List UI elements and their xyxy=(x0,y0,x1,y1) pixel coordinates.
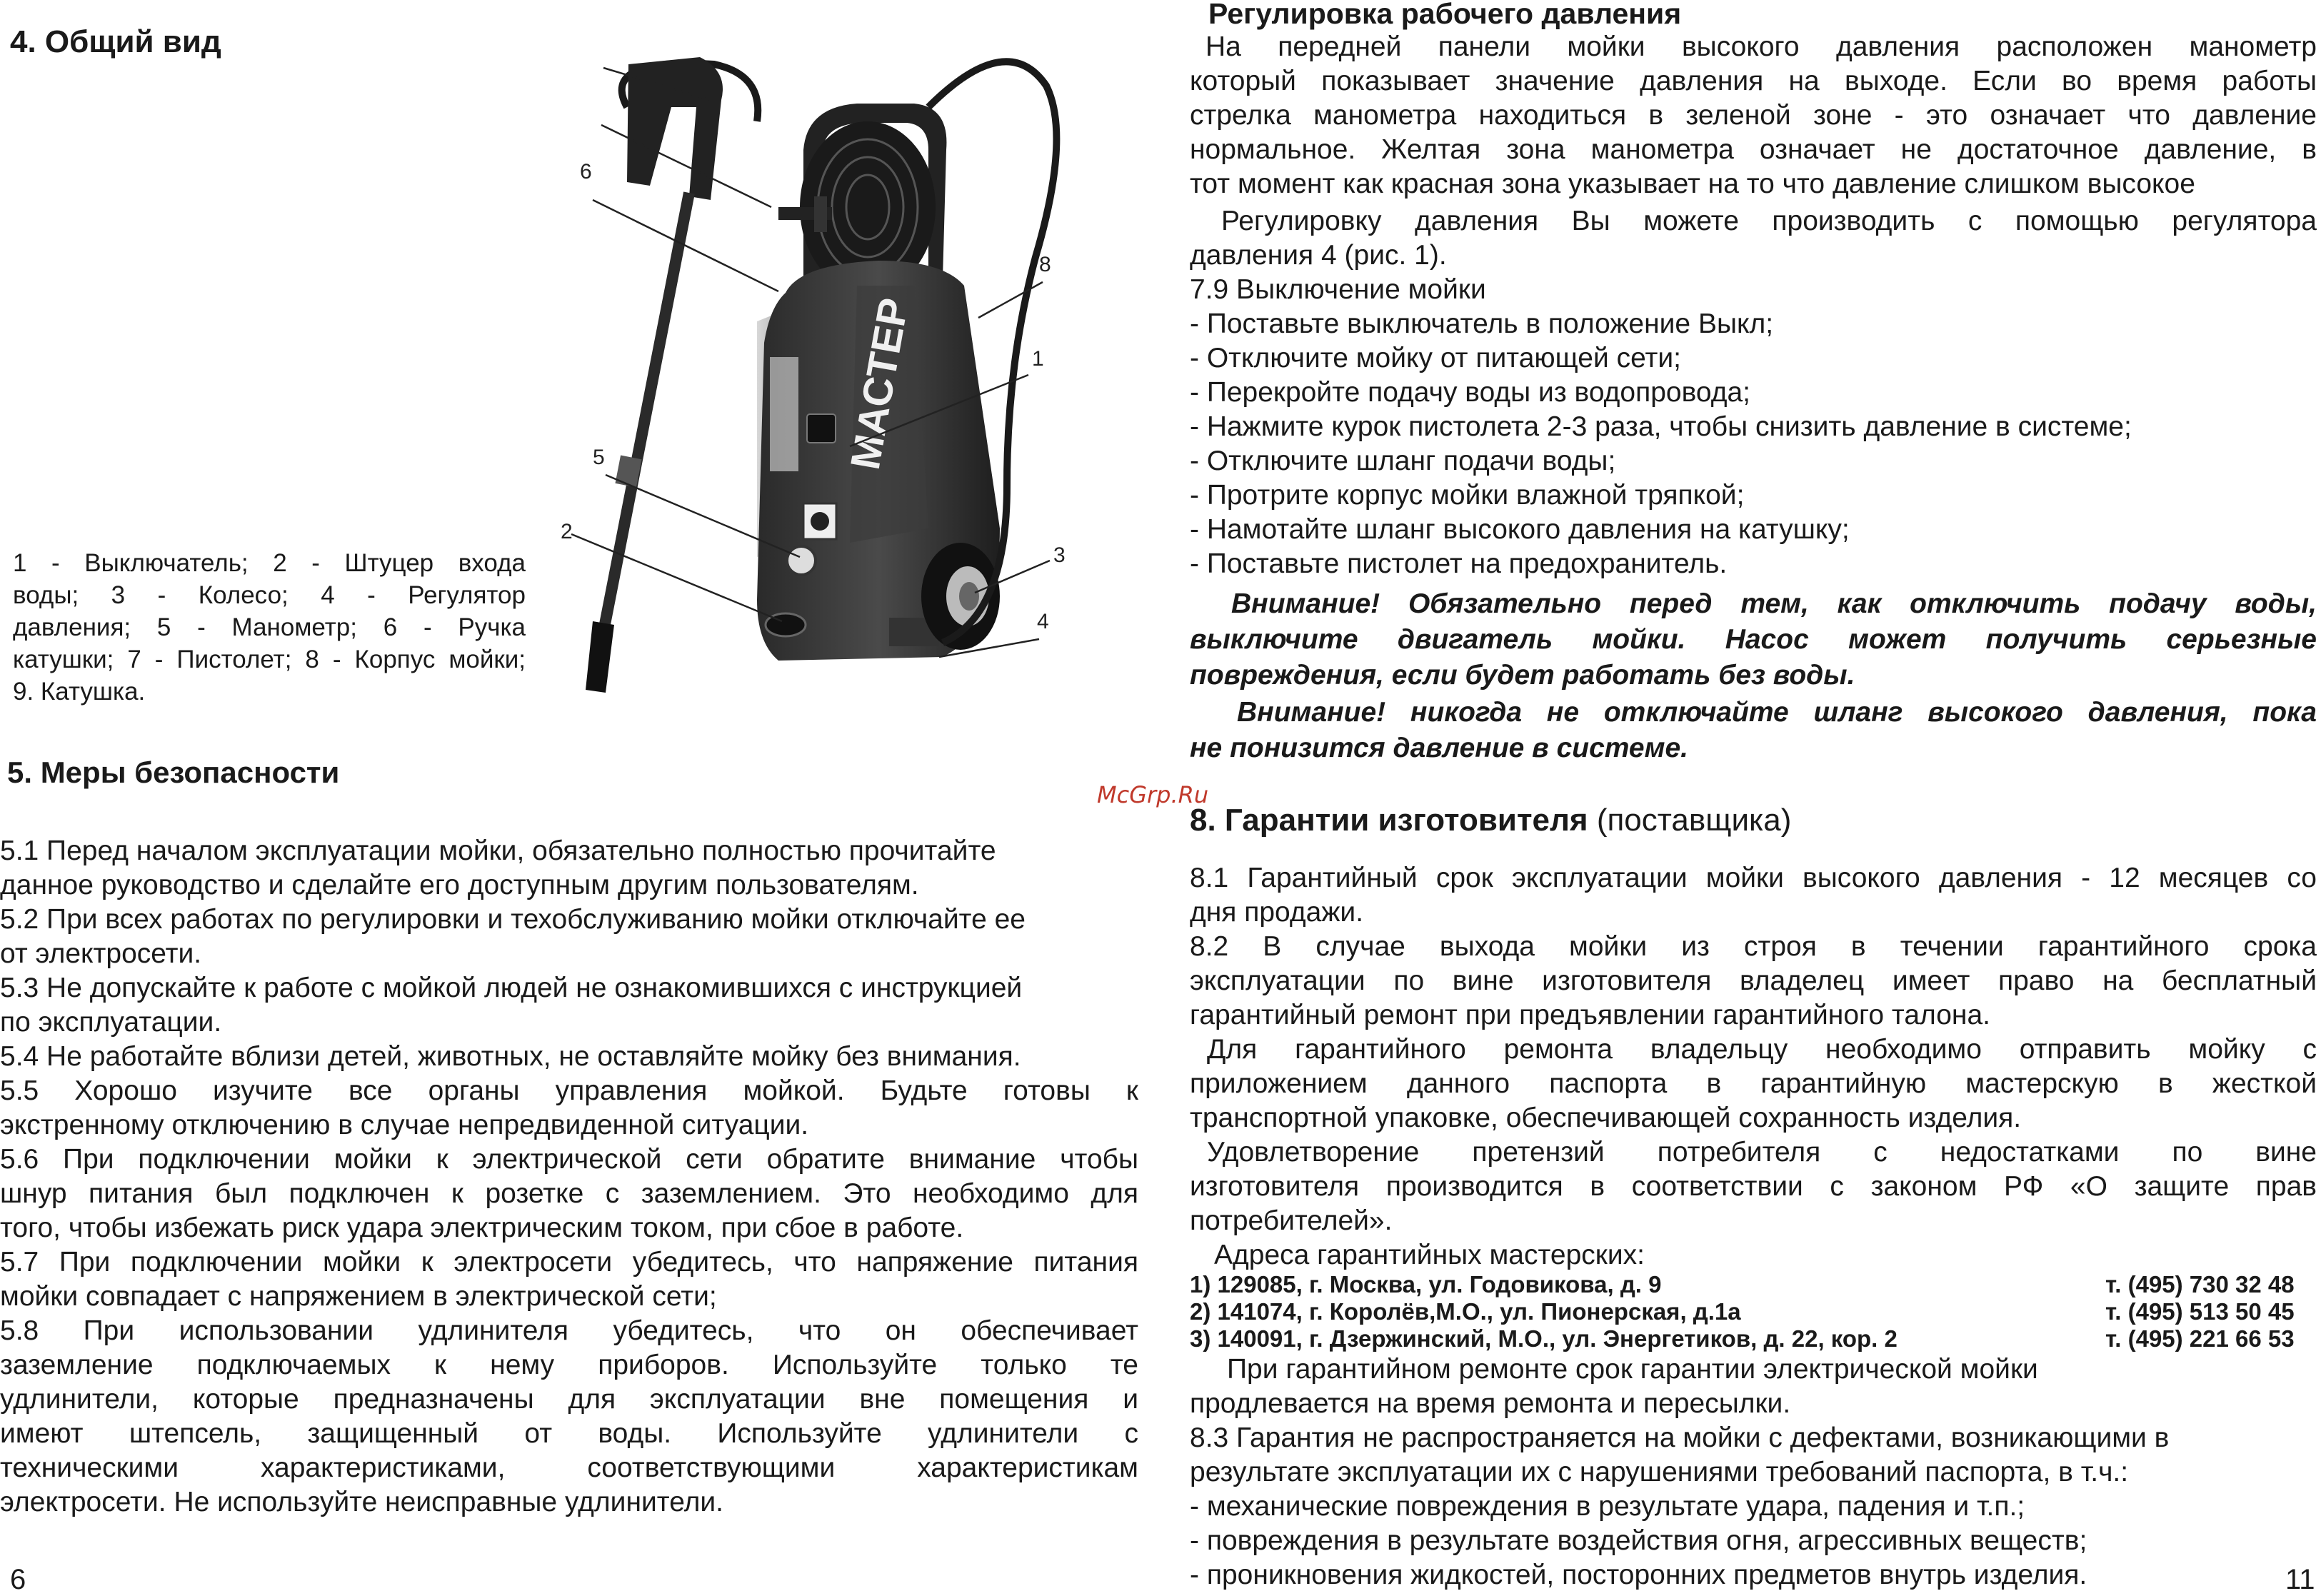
text-line: потребителей». xyxy=(1190,1205,1393,1236)
text-line: 8.3 Гарантия не распространяется на мойки с дефектами, возникающими в xyxy=(1190,1422,2170,1453)
text-line: Удовлетворение претензий потребителя с недостатками по вине xyxy=(1207,1137,2317,1168)
gauge-icon xyxy=(787,546,816,575)
text-line: данное руководство и сделайте его доступным другим пользователям. xyxy=(0,870,919,900)
text-line: 5.3 Не допускайте к работе с мойкой людей не ознакомившихся с инструкцией xyxy=(0,973,1023,1003)
callout-5: 5 xyxy=(593,446,605,469)
page-number-right: 11 xyxy=(2285,1564,2315,1595)
address-phone: т. (495) 730 32 48 xyxy=(2105,1271,2295,1298)
text-line: техническими характеристиками, соответствующими характеристикам xyxy=(0,1452,1138,1483)
text-line: экстренному отключению в случае непредвиденной ситуации. xyxy=(0,1110,809,1140)
section-4-title: 4. Общий вид xyxy=(10,24,221,59)
text-line: - Нажмите курок пистолета 2-3 раза, чтобы снизить давление в системе; xyxy=(1190,411,2132,442)
section-8-title-normal: (поставщика) xyxy=(1588,803,1792,838)
text-line: стрелка манометра находиться в зеленой зоне - это означает что давление xyxy=(1190,100,2317,131)
text-line: 8.1 Гарантийный срок эксплуатации мойки высокого давления - 12 месяцев со xyxy=(1190,863,2317,893)
text-line: При гарантийном ремонте срок гарантии электрической мойки xyxy=(1227,1354,2038,1385)
text-line: - Отключите шланг подачи воды; xyxy=(1190,446,1616,476)
warning-line: Внимание! Обязательно перед тем, как отключить подачу воды, xyxy=(1231,588,2317,619)
brand-label: МАСТЕР xyxy=(841,294,918,473)
text-line: шнур питания был подключен к розетке с заземлением. Это необходимо для xyxy=(0,1178,1138,1209)
callout-1: 1 xyxy=(1032,347,1044,371)
text-line: от электросети. xyxy=(0,938,202,969)
text-line: удлинители, которые предназначены для эксплуатации вне помещения и xyxy=(0,1384,1138,1415)
text-line: 8.2 В случае выхода мойки из строя в течении гарантийного срока xyxy=(1190,931,2317,962)
warning-line: повреждения, если будет работать без воды. xyxy=(1190,660,1855,691)
text-line: - Поставьте выключатель в положение Выкл; xyxy=(1190,308,1774,339)
text-line: 5.8 При использовании удлинителя убедитесь, что он обеспечивает xyxy=(0,1315,1138,1346)
warning-line: выключите двигатель мойки. Насос может получить серьезные xyxy=(1190,624,2317,655)
text-line: - Протрите корпус мойки влажной тряпкой; xyxy=(1190,480,1745,511)
text-line: приложением данного паспорта в гарантийную мастерскую в жесткой xyxy=(1190,1068,2317,1099)
text-line: электросети. Не используйте неисправные удлинители. xyxy=(0,1487,723,1517)
text-line: который показывает значение давления на выходе. Если во время работы xyxy=(1190,66,2317,96)
nozzle xyxy=(586,621,614,693)
text-line: имеют штепсель, защищенный от воды. Используйте удлинители с xyxy=(0,1418,1138,1449)
text-line: 5.2 При всех работах по регулировки и техобслуживанию мойки отключайте ее xyxy=(0,904,1026,935)
text-line: 5.4 Не работайте вблизи детей, животных, не оставляйте мойку без внимания. xyxy=(0,1041,1021,1072)
legend-line: 1 - Выключатель; 2 - Штуцер входа xyxy=(13,549,526,577)
text-line: 5.7 При подключении мойки к электросети убедитесь, что напряжение питания xyxy=(0,1247,1138,1278)
callout-2: 2 xyxy=(561,520,573,543)
text-line: транспортной упаковке, обеспечивающей сохранность изделия. xyxy=(1190,1103,2022,1133)
text-line: Для гарантийного ремонта владельцу необходимо отправить мойку с xyxy=(1207,1034,2317,1065)
address-phone: т. (495) 513 50 45 xyxy=(2105,1298,2295,1325)
text-line: тот момент как красная зона указывает на то что давление слишком высокое xyxy=(1190,169,2195,199)
section-8-title-bold: 8. Гарантии изготовителя xyxy=(1190,803,1588,838)
address-line: 3) 140091, г. Дзержинский, М.О., ул. Энергетиков, д. 22, кор. 2 xyxy=(1190,1325,1898,1352)
legend-line: катушки; 7 - Пистолет; 8 - Корпус мойки; xyxy=(13,646,526,673)
pressure-washer-figure xyxy=(543,43,1086,707)
callout-3: 3 xyxy=(1053,543,1066,567)
text-line: - механические повреждения в результате удара, падения и т.п.; xyxy=(1190,1491,2025,1522)
callout-4: 4 xyxy=(1037,610,1049,633)
pressure-section-title: Регулировка рабочего давления xyxy=(1208,0,1682,30)
text-line: изготовителя производится в соответствии с законом РФ «О защите прав xyxy=(1190,1171,2317,1202)
legend-line: воды; 3 - Колесо; 4 - Регулятор xyxy=(13,581,526,609)
text-line: по эксплуатации. xyxy=(0,1007,222,1038)
callout-6: 6 xyxy=(580,160,592,184)
legend-line: 9. Катушка. xyxy=(13,678,146,706)
figure-legend xyxy=(13,547,526,708)
text-line: продлевается на время ремонта и пересылки. xyxy=(1190,1388,1791,1419)
callout-8: 8 xyxy=(1039,253,1051,276)
section-8-title xyxy=(1190,803,1791,838)
text-line: давления 4 (рис. 1). xyxy=(1190,240,1447,271)
switch-icon xyxy=(807,414,836,443)
text-line: результате эксплуатации их с нарушениями требований паспорта, в т.ч.: xyxy=(1190,1457,2129,1487)
warning-line: не понизится давление в системе. xyxy=(1190,733,1689,763)
text-line: - Отключите мойку от питающей сети; xyxy=(1190,343,1681,373)
address-phone: т. (495) 221 66 53 xyxy=(2105,1325,2295,1352)
text-line: дня продажи. xyxy=(1190,897,1364,928)
text-line: 5.1 Перед началом эксплуатации мойки, обязательно полностью прочитайте xyxy=(0,835,996,866)
text-line: гарантийный ремонт при предъявлении гарантийного талона. xyxy=(1190,1000,1990,1030)
text-line: Регулировку давления Вы можете производить с помощью регулятора xyxy=(1221,206,2317,236)
text-line: 5.6 При подключении мойки к электрической сети обратите внимание чтобы xyxy=(0,1144,1138,1175)
text-line: 7.9 Выключение мойки xyxy=(1190,274,1486,305)
text-line: мойки совпадает с напряжением в электрической сети; xyxy=(0,1281,717,1312)
text-line: - проникновения жидкостей, посторонних предметов внутрь изделия. xyxy=(1190,1560,2087,1590)
section-5-title: 5. Меры безопасности xyxy=(7,756,340,789)
legend-line: давления; 5 - Манометр; 6 - Ручка xyxy=(13,613,526,641)
address-line: 1) 129085, г. Москва, ул. Годовикова, д. 9 xyxy=(1190,1271,1662,1298)
text-line: того, чтобы избежать риск удара электрическим током, при сбое в работе. xyxy=(0,1213,964,1243)
warning-line: Внимание! никогда не отключайте шланг высокого давления, пока xyxy=(1237,697,2317,728)
text-line: - Намотайте шланг высокого давления на катушку; xyxy=(1190,514,1850,545)
address-line: 2) 141074, г. Королёв,М.О., ул. Пионерская, д.1а xyxy=(1190,1298,1741,1325)
text-line: - Поставьте пистолет на предохранитель. xyxy=(1190,548,1728,579)
page-number-left: 6 xyxy=(10,1564,26,1595)
spray-lance xyxy=(600,193,689,650)
text-line: - повреждения в результате воздействия огня, агрессивных веществ; xyxy=(1190,1525,2087,1556)
watermark: McGrp.Ru xyxy=(1097,781,1209,808)
text-line: нормальное. Желтая зона манометра означает не достаточное давление, в xyxy=(1190,134,2317,165)
text-line: - Перекройте подачу воды из водопровода; xyxy=(1190,377,1750,408)
text-line: 5.5 Хорошо изучите все органы управления мойкой. Будьте готовы к xyxy=(0,1075,1138,1106)
text-line: Адреса гарантийных мастерских: xyxy=(1214,1240,1645,1270)
text-line: заземление подключаемых к нему приборов. Используйте только те xyxy=(0,1350,1138,1380)
text-line: На передней панели мойки высокого давления расположен манометр xyxy=(1205,31,2317,62)
text-line: эксплуатации по вине изготовителя владелец имеет право на бесплатный xyxy=(1190,965,2317,996)
